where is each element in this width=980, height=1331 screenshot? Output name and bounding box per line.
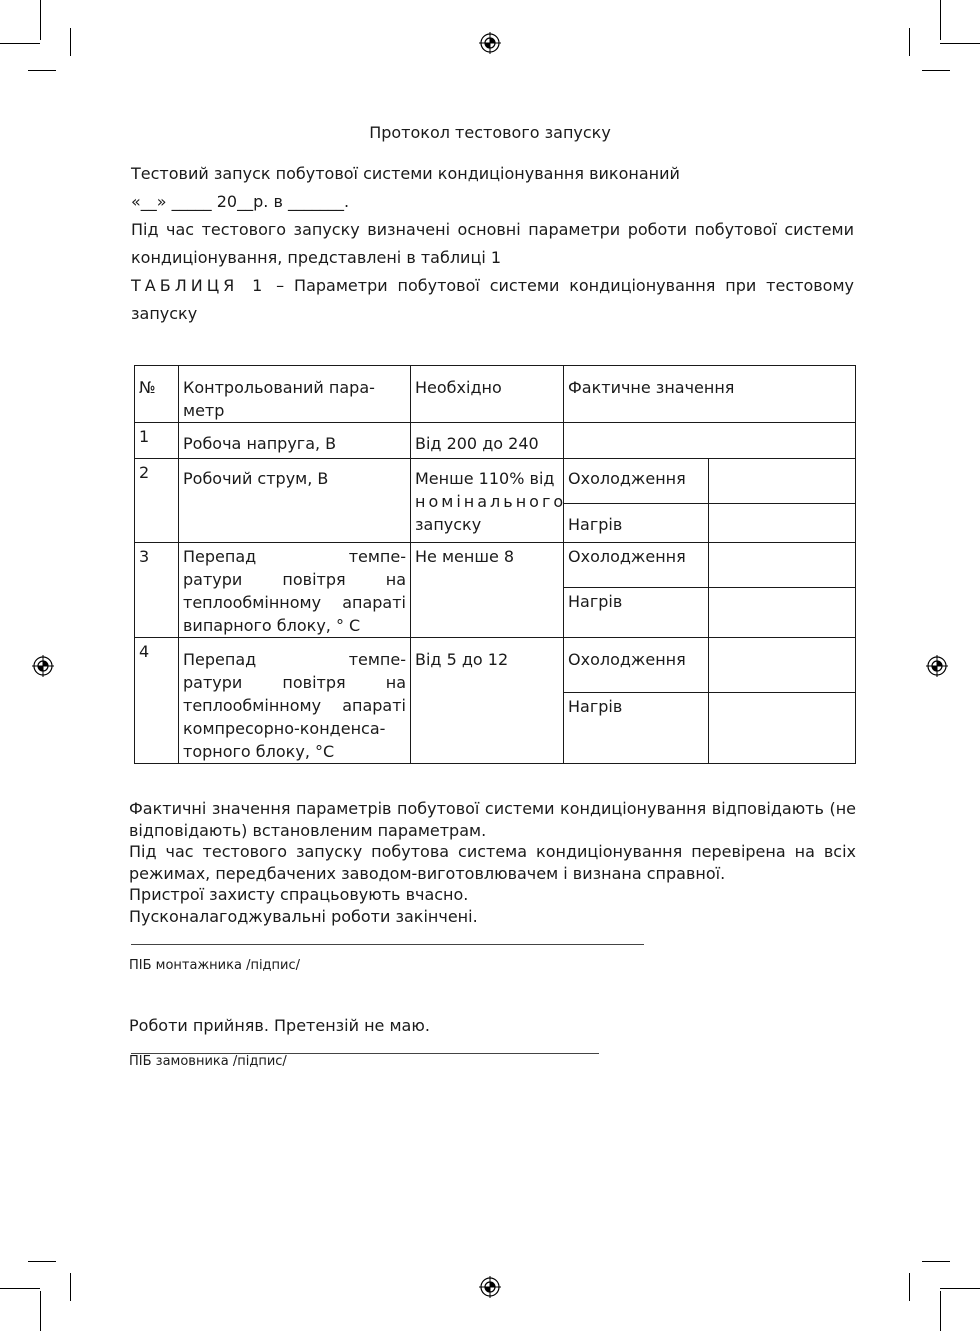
registration-mark-icon: [479, 1276, 501, 1298]
mode-cooling: Охолодження: [564, 459, 709, 504]
mode-heating: Нагрів: [564, 504, 709, 543]
conclusion-p1: Фактичні значення параметрів побутової системи кондиціонування відповідають (не відповідають) встановленим параметрам.: [129, 799, 856, 840]
param-word: апараті: [342, 593, 406, 612]
value-cell[interactable]: [709, 543, 856, 588]
row-param: [179, 638, 411, 764]
header-num: №: [135, 366, 179, 423]
param-line: [183, 694, 406, 717]
required-line: запуску: [415, 515, 482, 534]
crop-mark: [0, 1288, 40, 1289]
row-num: 2: [135, 459, 179, 543]
param-word: Перепад: [183, 650, 257, 669]
param-line: випарного блоку, ° С: [183, 616, 361, 635]
value-cell[interactable]: [709, 504, 856, 543]
table-row: [135, 423, 856, 459]
param-word: на: [385, 570, 406, 589]
crop-mark: [940, 43, 980, 44]
crop-mark: [909, 1273, 910, 1301]
param-line: компресорно-конденса-: [183, 719, 386, 738]
crop-mark: [28, 1261, 56, 1262]
customer-signature-label: ПІБ замовника /підпис/: [129, 1054, 287, 1069]
row-param: [179, 543, 411, 638]
intro-line-2: «__» _____ 20__р. в _______.: [131, 192, 350, 211]
value-cell[interactable]: [709, 638, 856, 693]
param-line: [183, 568, 406, 591]
mode-heating: Нагрів: [564, 692, 709, 763]
crop-mark: [940, 0, 941, 40]
registration-mark-icon: [926, 655, 948, 677]
installer-signature-line[interactable]: [131, 944, 644, 945]
row-required: Від 5 до 12: [411, 638, 564, 764]
param-word: теплообмінному: [183, 593, 322, 612]
registration-mark-icon: [479, 32, 501, 54]
table-caption-text: – Параметри побутової системи кондиціонування при тестовому запуску: [131, 276, 855, 323]
param-word: темпе-: [348, 650, 406, 669]
crop-mark: [70, 28, 71, 56]
intro-paragraph: Під час тестового запуску визначені основні параметри роботи побутової системи кондиціонування, представлені в таблиці 1: [131, 220, 854, 267]
table-row: [135, 638, 856, 693]
param-word: ратури: [183, 570, 243, 589]
required-line: номінального: [415, 492, 567, 511]
crop-mark: [40, 0, 41, 40]
crop-mark: [909, 28, 910, 56]
table-header-row: [135, 366, 856, 423]
header-param: Контрольований пара-метр: [179, 366, 411, 423]
param-word: Перепад: [183, 547, 257, 566]
accepted-statement: Роботи прийняв. Претензій не маю.: [129, 1016, 430, 1035]
param-line: [183, 671, 406, 694]
row-param: Робоча напруга, В: [179, 423, 411, 459]
row-num: 4: [135, 638, 179, 764]
param-line: [183, 591, 406, 614]
crop-mark: [40, 1291, 41, 1331]
param-word: теплообмінному: [183, 696, 322, 715]
crop-mark: [28, 70, 56, 71]
mode-cooling: Охолодження: [564, 543, 709, 588]
crop-mark: [922, 1261, 950, 1262]
crop-mark: [940, 1288, 980, 1289]
row-num: 1: [135, 423, 179, 459]
table-caption: [131, 272, 854, 328]
value-cell[interactable]: [709, 459, 856, 504]
intro-line-1: Тестовий запуск побутової системи кондиціонування виконаний: [131, 164, 680, 183]
conclusion-p2: Під час тестового запуску побутова система кондиціонування перевірена на всіх режимах, передбачених заводом-виготовлювачем і визнана справної.: [129, 842, 856, 883]
row-required: [411, 459, 567, 543]
conclusion-p3: Пристрої захисту спрацьовують вчасно.: [129, 885, 469, 904]
param-word: повітря: [282, 570, 346, 589]
param-word: на: [385, 673, 406, 692]
crop-mark: [922, 70, 950, 71]
table-row: [135, 543, 856, 588]
param-word: повітря: [282, 673, 346, 692]
value-cell[interactable]: [709, 588, 856, 638]
mode-heating: Нагрів: [564, 588, 709, 638]
page-title: Протокол тестового запуску: [369, 123, 611, 142]
table-caption-prefix: ТАБЛИЦЯ 1: [131, 276, 267, 295]
crop-mark: [940, 1291, 941, 1331]
header-actual: Фактичне значення: [564, 366, 856, 423]
crop-mark: [70, 1273, 71, 1301]
header-required: Необхідно: [411, 366, 564, 423]
param-line: [183, 648, 406, 671]
parameters-table: [134, 365, 856, 764]
param-word: ратури: [183, 673, 243, 692]
param-word: темпе-: [348, 547, 406, 566]
crop-mark: [0, 43, 40, 44]
row-param: Робочий струм, В: [179, 459, 411, 543]
row-num: 3: [135, 543, 179, 638]
installer-signature-label: ПІБ монтажника /підпис/: [129, 958, 301, 973]
param-line: [183, 545, 406, 568]
mode-cooling: Охолодження: [564, 638, 709, 693]
row-required: Не менше 8: [411, 543, 564, 638]
row-actual-cell[interactable]: [564, 423, 856, 459]
param-word: апараті: [342, 696, 406, 715]
param-line: торного блоку, °С: [183, 742, 335, 761]
table-row: [135, 459, 856, 504]
conclusion-text: [129, 798, 856, 927]
conclusion-p4: Пусконалагоджувальні роботи закінчені.: [129, 906, 478, 926]
required-line: Менше 110% від: [415, 469, 555, 488]
row-required: Від 200 до 240: [411, 423, 564, 459]
registration-mark-icon: [32, 655, 54, 677]
value-cell[interactable]: [709, 692, 856, 763]
